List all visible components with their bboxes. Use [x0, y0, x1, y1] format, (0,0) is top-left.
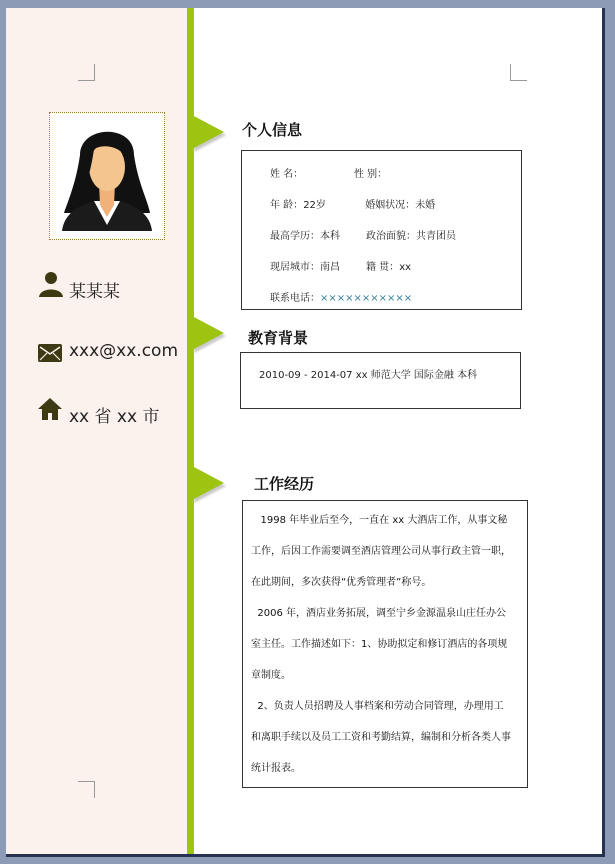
work-line: 章制度。 [251, 670, 291, 681]
age-value: 22岁 [303, 200, 326, 211]
envelope-icon [38, 344, 62, 362]
sidebar [6, 8, 187, 854]
age-label: 年 龄： [270, 200, 304, 211]
education-box [240, 352, 521, 409]
avatar [49, 112, 165, 240]
marital-label: 婚姻状况： [365, 200, 416, 211]
name-text: 某某某 [69, 282, 120, 302]
city-value: 南昌 [320, 262, 340, 273]
work-line: 室主任。工作描述如下：1、协助拟定和修订酒店的各项规 [251, 639, 508, 650]
person-icon [38, 271, 64, 297]
crop-mark-top-right [510, 64, 527, 81]
work-line: 在此期间，多次获得“优秀管理者”称号。 [251, 577, 432, 588]
section-title-work: 工作经历 [254, 475, 315, 493]
section-title-personal: 个人信息 [242, 121, 303, 139]
city-label: 现居城市： [270, 262, 320, 273]
info-row-phone [270, 289, 412, 304]
political-label: 政治面貌： [366, 231, 416, 242]
info-row-city [270, 258, 411, 273]
education-entry: 2010-09 - 2014-07 xx 师范大学 国际金融 本科 [259, 370, 478, 381]
work-line: 和离职手续以及员工工资和考勤结算，编制和分析各类人事 [251, 732, 511, 743]
info-row-name [270, 165, 387, 180]
info-row-degree [270, 227, 456, 242]
name-label: 姓 名： [270, 169, 304, 180]
work-line: 2006 年，酒店业务拓展，调至宁乡金源温泉山庄任办公 [251, 608, 506, 619]
address-text: xx 省 xx 市 [69, 407, 160, 427]
info-row-age [270, 196, 435, 211]
section-arrow-work [192, 466, 224, 500]
email-text: xxx@xx.com [69, 341, 179, 361]
degree-label: 最高学历： [270, 231, 320, 242]
work-line: 统计报表。 [251, 763, 301, 774]
resume-page [6, 8, 605, 857]
hometown-label: 籍 贯： [366, 262, 400, 273]
crop-mark-top-left [78, 64, 95, 81]
crop-mark-bottom-left [78, 781, 95, 798]
portrait-image [50, 113, 164, 239]
hometown-value: xx [399, 262, 412, 273]
home-icon [37, 397, 63, 421]
personal-info-box [241, 150, 522, 310]
section-title-education: 教育背景 [248, 329, 309, 347]
work-box [242, 500, 528, 788]
work-line: 工作，后因工作需要调至酒店管理公司从事行政主管一职， [251, 546, 511, 557]
phone-label: 联系电话： [270, 293, 320, 304]
marital-value: 未婚 [415, 200, 436, 211]
section-arrow-education [192, 316, 224, 350]
work-line: 1998 年毕业后至今，一直在 xx 大酒店工作，从事文秘 [251, 515, 508, 526]
degree-value: 本科 [320, 231, 340, 242]
gender-label: 性 别： [354, 169, 388, 180]
section-arrow-personal [192, 115, 224, 149]
political-value: 共青团员 [416, 231, 456, 242]
phone-value: ××××××××××× [320, 293, 413, 304]
work-line: 2、负责人员招聘及人事档案和劳动合同管理，办理用工 [251, 701, 504, 712]
